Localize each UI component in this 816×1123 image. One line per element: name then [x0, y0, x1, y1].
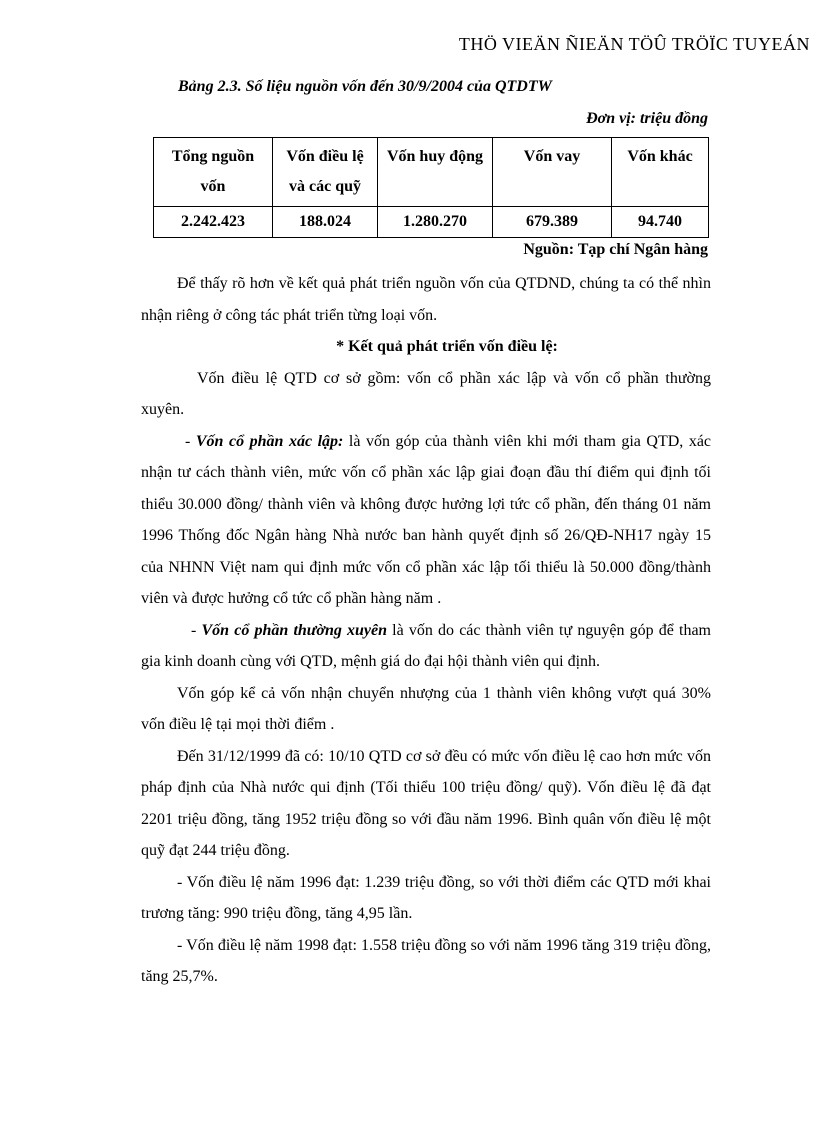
- paragraph: - Vốn điều lệ năm 1998 đạt: 1.558 triệu đồng so với năm 1996 tăng 319 triệu đồng, tăng 25,7%.: [141, 936, 711, 985]
- table-row: [154, 207, 709, 238]
- table-header-cell: Vốn huy động: [378, 138, 493, 207]
- table-header-cell: Vốn điều lệ và các quỹ: [273, 138, 378, 207]
- paragraph-text: là vốn góp của thành viên khi mới tham gia QTD, xác nhận tư cách thành viên, mức vốn cổ phần xác lập giai đoạn đầu thí điểm qui định tối thiểu 30.000 đồng/ thành viên và không được hưởng lợi tức cổ phần, đến tháng 01 năm 1996 Thống đốc Ngân hàng Nhà nước ban hành quyết định số 26/QĐ-NH17 ngày 15 của NHNN Việt nam qui định mức vốn cổ phần xác lập tối thiểu là 50.000 đồng/thành viên và được hưởng cổ tức cổ phần hàng năm .: [141, 432, 712, 607]
- paragraph: - Vốn điều lệ năm 1996 đạt: 1.239 triệu đồng, so với thời điểm các QTD mới khai trương tăng: 990 triệu đồng, tăng 4,95 lần.: [141, 873, 711, 922]
- table-cell: 94.740: [612, 207, 709, 238]
- section-heading: * Kết quả phát triển vốn điều lệ:: [336, 338, 558, 355]
- capital-table: [153, 137, 709, 238]
- table-cell: 188.024: [273, 207, 378, 238]
- paragraph: Vốn điều lệ QTD cơ sở gồm: vốn cổ phần xác lập và vốn cổ phần thường xuyên.: [141, 369, 711, 418]
- table-header-cell: Vốn khác: [612, 138, 709, 207]
- term-emphasis: Vốn cổ phần xác lập:: [195, 432, 344, 450]
- paragraph-prefix: -: [185, 432, 196, 450]
- table-header-row: [154, 138, 709, 207]
- paragraph: [141, 426, 711, 615]
- table-cell: 679.389: [493, 207, 612, 238]
- table-header-cell: Vốn vay: [493, 138, 612, 207]
- paragraph: [141, 615, 711, 678]
- table-header-cell: Tổng nguồn vốn: [154, 138, 273, 207]
- paragraph: Để thấy rõ hơn về kết quả phát triển nguồn vốn của QTDND, chúng ta có thể nhìn nhận riêng ở công tác phát triển từng loại vốn.: [141, 275, 711, 324]
- table-caption: Bảng 2.3. Số liệu nguồn vốn đến 30/9/2004 của QTDTW: [178, 78, 552, 95]
- table-cell: 1.280.270: [378, 207, 493, 238]
- paragraph-prefix: -: [191, 621, 202, 639]
- unit-label: Đơn vị: triệu đồng: [586, 110, 708, 127]
- table-cell: 2.242.423: [154, 207, 273, 238]
- term-emphasis: Vốn cổ phần thường xuyên: [201, 621, 388, 639]
- page-header: THÖ VIEÄN ÑIEÄN TÖÛ TRÖÏC TUYEÁN: [458, 34, 810, 54]
- paragraph: Đến 31/12/1999 đã có: 10/10 QTD cơ sở đều có mức vốn điều lệ cao hơn mức vốn pháp định của Nhà nước qui định (Tối thiểu 100 triệu đồng/ quỹ). Vốn điều lệ đã đạt 2201 triệu đồng, tăng 1952 triệu đồng so với đầu năm 1996. Bình quân vốn điều lệ một quỹ đạt 244 triệu đồng.: [141, 747, 711, 859]
- paragraph-text: là vốn do các thành viên tự nguyện góp để tham gia kinh doanh cùng với QTD, mệnh giá do đại hội thành viên qui định.: [141, 621, 712, 670]
- body-text: [141, 268, 711, 993]
- table-source: Nguồn: Tạp chí Ngân hàng: [523, 241, 708, 258]
- paragraph: Vốn góp kể cả vốn nhận chuyển nhượng của 1 thành viên không vượt quá 30% vốn điều lệ tại mọi thời điểm .: [141, 684, 711, 733]
